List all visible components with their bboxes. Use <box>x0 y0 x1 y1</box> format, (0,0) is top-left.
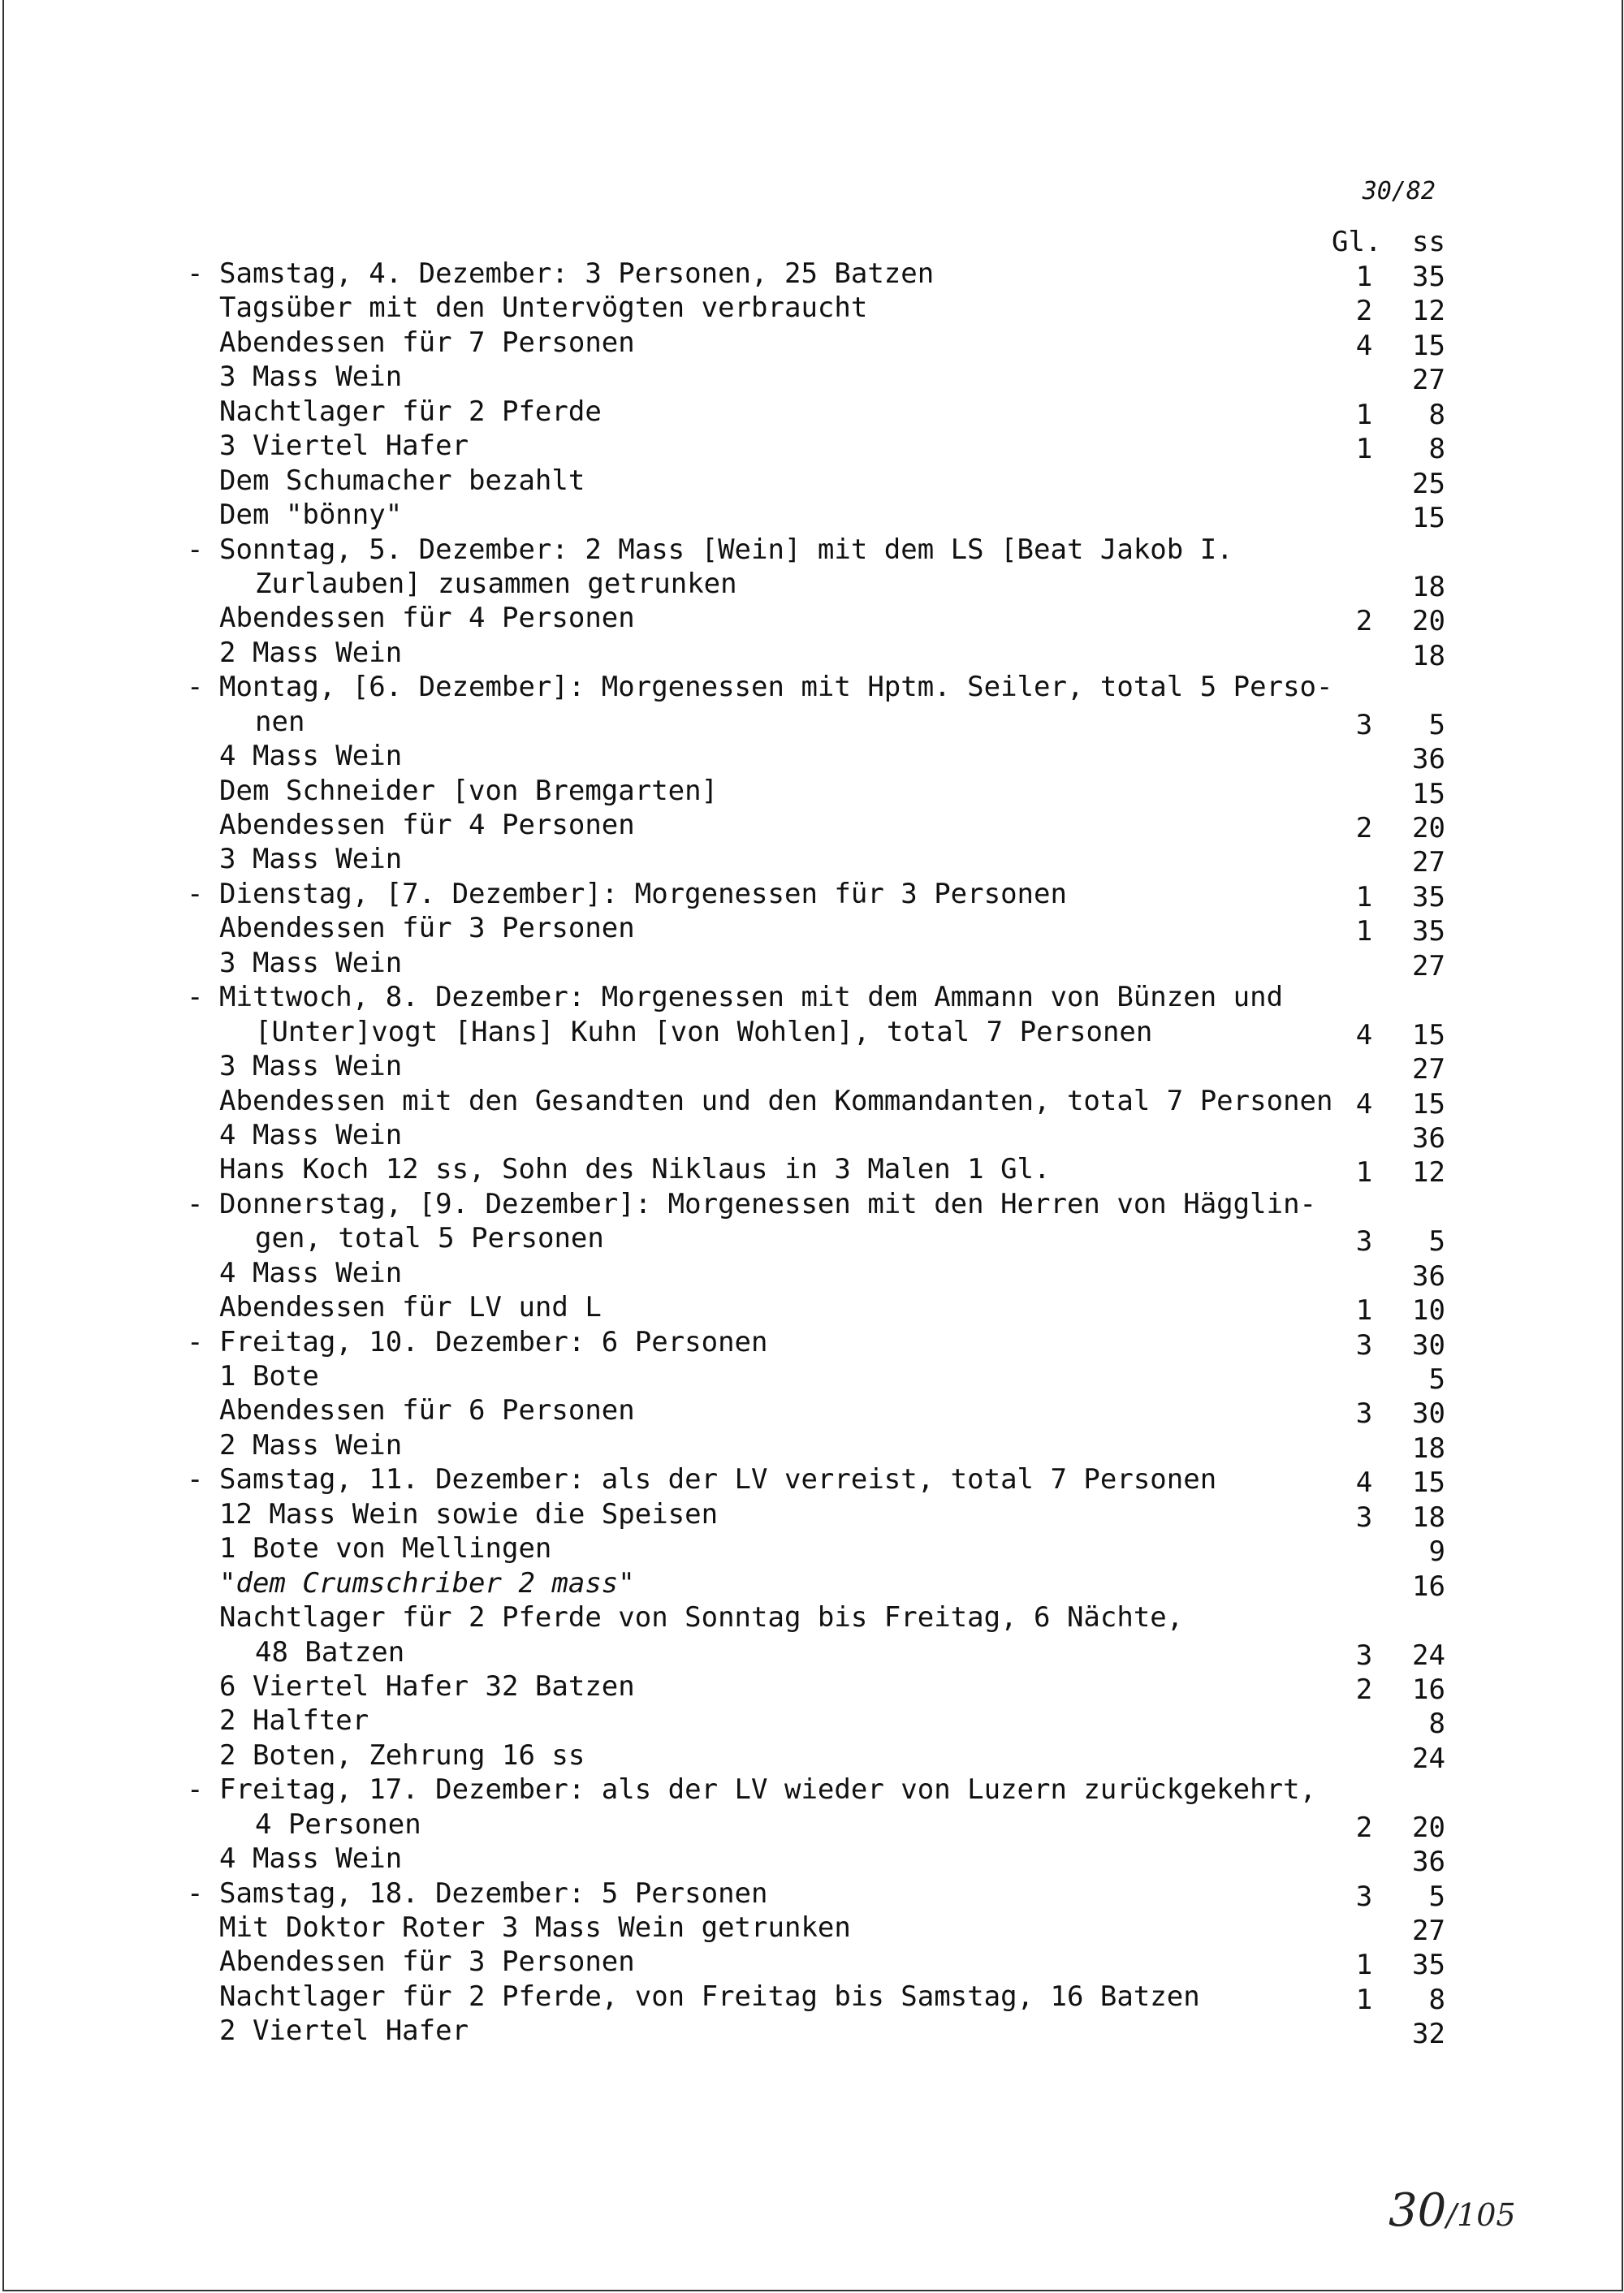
entry-schilling: 35 <box>1412 1949 1445 1982</box>
ledger-row <box>187 1256 1453 1293</box>
ledger-row <box>187 911 1453 948</box>
ledger-row <box>187 1393 1453 1431</box>
ledger-row <box>187 1325 1453 1362</box>
ledger-row <box>187 498 1453 535</box>
entry-schilling: 32 <box>1412 2018 1445 2051</box>
ledger-row <box>187 395 1453 429</box>
entry-description: Dienstag, [7. Dezember]: Morgenessen für 3 Personen <box>219 877 1067 910</box>
ledger-row <box>187 1911 1453 1945</box>
entry-schilling: 25 <box>1412 467 1445 500</box>
entry-gulden: 2 <box>1355 1811 1373 1844</box>
ledger-row <box>187 1015 1453 1049</box>
entry-schilling: 27 <box>1412 1053 1445 1086</box>
entry-gulden: 4 <box>1355 329 1373 362</box>
entry-dash: - <box>187 1325 204 1358</box>
entry-description: 2 Mass Wein <box>219 636 403 669</box>
ledger-row <box>187 1084 1453 1121</box>
entry-schilling: 20 <box>1412 1811 1445 1844</box>
entry-schilling: 5 <box>1428 1363 1445 1396</box>
entry-dash: - <box>187 1876 204 1910</box>
entry-schilling: 15 <box>1412 1466 1445 1500</box>
entry-schilling: 36 <box>1412 1259 1445 1293</box>
ledger-row <box>187 877 1453 911</box>
entry-dash: - <box>187 257 204 290</box>
entry-schilling: 18 <box>1412 1501 1445 1534</box>
ledger-row <box>187 1118 1453 1155</box>
entry-schilling: 9 <box>1428 1535 1445 1569</box>
ledger-row <box>187 1497 1453 1534</box>
entry-schilling: 15 <box>1412 502 1445 535</box>
ledger-row <box>187 567 1453 601</box>
entry-schilling: 27 <box>1412 1915 1445 1947</box>
entry-schilling: 27 <box>1412 846 1445 879</box>
ledger-row <box>187 1221 1453 1259</box>
entry-description: 1 Bote <box>219 1360 319 1393</box>
entry-dash: - <box>187 1773 204 1807</box>
entry-description: Freitag, 17. Dezember: als der LV wieder von Luzern zurückgekehrt, <box>219 1773 1317 1807</box>
ledger-row <box>187 670 1453 704</box>
entry-gulden: 3 <box>1355 1501 1373 1534</box>
entry-description: Dem Schumacher bezahlt <box>219 464 585 497</box>
entry-description: Sonntag, 5. Dezember: 2 Mass [Wein] mit dem LS [Beat Jakob I. <box>219 533 1233 566</box>
entry-description: Samstag, 4. Dezember: 3 Personen, 25 Batzen <box>219 257 935 290</box>
gulden-column-header: Gl. <box>1332 226 1382 258</box>
entry-schilling: 15 <box>1412 1087 1445 1121</box>
entry-schilling: 15 <box>1412 329 1445 362</box>
entry-schilling: 12 <box>1412 295 1445 328</box>
entry-gulden: 3 <box>1355 1328 1373 1362</box>
entry-gulden: 2 <box>1355 295 1373 328</box>
ledger-row <box>187 326 1453 360</box>
entry-gulden: 3 <box>1355 1639 1373 1672</box>
entry-schilling: 20 <box>1412 605 1445 638</box>
entry-description: Samstag, 18. Dezember: 5 Personen <box>219 1876 768 1910</box>
entry-description: nen <box>255 705 305 738</box>
entry-dash: - <box>187 1187 204 1220</box>
entry-schilling: 36 <box>1412 743 1445 776</box>
entry-dash: - <box>187 671 204 704</box>
ledger-row <box>187 1945 1453 1982</box>
entry-schilling: 5 <box>1428 1880 1445 1913</box>
ledger-row <box>187 739 1453 776</box>
ledger-row <box>187 464 1453 498</box>
entry-description: 4 Personen <box>255 1807 421 1841</box>
ledger-row <box>187 1428 1453 1465</box>
ledger-row <box>187 1842 1453 1879</box>
entry-gulden: 3 <box>1355 708 1373 741</box>
entry-description: Nachtlager für 2 Pferde von Sonntag bis Freitag, 6 Nächte, <box>219 1601 1184 1634</box>
entry-gulden: 1 <box>1355 1156 1373 1190</box>
entry-description: Abendessen für LV und L <box>219 1291 602 1324</box>
entry-description: Mit Doktor Roter 3 Mass Wein getrunken <box>219 1911 851 1944</box>
entry-description: 2 Halfter <box>219 1704 369 1738</box>
entry-description: Dem Schneider [von Bremgarten] <box>219 774 719 807</box>
entry-schilling: 27 <box>1412 949 1445 982</box>
entry-schilling: 18 <box>1412 570 1445 603</box>
entry-description: gen, total 5 Personen <box>255 1222 604 1255</box>
entry-gulden: 1 <box>1355 1294 1373 1328</box>
ledger-row <box>187 1704 1453 1741</box>
entry-dash: - <box>187 981 204 1014</box>
entry-schilling: 8 <box>1428 433 1445 466</box>
handwritten-folio-number: 30/105 <box>1389 2184 1516 2237</box>
entry-description: [Unter]vogt [Hans] Kuhn [von Wohlen], total 7 Personen <box>255 1015 1153 1048</box>
ledger-row <box>187 2014 1453 2051</box>
entry-description: 6 Viertel Hafer 32 Batzen <box>219 1669 635 1703</box>
ledger-row <box>187 705 1453 739</box>
entry-schilling: 35 <box>1412 880 1445 913</box>
entry-description: Tagsüber mit den Untervögten verbraucht <box>219 291 868 325</box>
entry-gulden: 1 <box>1355 1983 1373 2016</box>
entry-schilling: 8 <box>1428 1708 1445 1741</box>
ledger-row <box>187 774 1453 808</box>
entry-description: Dem "bönny" <box>219 499 403 532</box>
ledger-row <box>187 601 1453 638</box>
ledger-row <box>187 1807 1453 1842</box>
ledger-row <box>187 533 1453 567</box>
ledger-row <box>187 291 1453 328</box>
entry-gulden: 2 <box>1355 1673 1373 1706</box>
ledger-row <box>187 1635 1453 1672</box>
entry-description: Abendessen für 3 Personen <box>219 1945 635 1979</box>
entry-gulden: 3 <box>1355 1397 1373 1431</box>
entry-schilling: 30 <box>1412 1328 1445 1362</box>
entry-schilling: 18 <box>1412 1432 1445 1465</box>
entry-description: 4 Mass Wein <box>219 1118 403 1151</box>
ledger-row <box>187 808 1453 842</box>
entry-description: Abendessen für 4 Personen <box>219 809 635 841</box>
ledger-row <box>187 1152 1453 1190</box>
entry-schilling: 30 <box>1412 1397 1445 1431</box>
entry-description: 3 Mass Wein <box>219 1050 403 1083</box>
entry-description: Abendessen für 7 Personen <box>219 326 635 359</box>
entry-description: Hans Koch 12 ss, Sohn des Niklaus in 3 Malen 1 Gl. <box>219 1153 1051 1186</box>
ledger-row <box>187 1600 1453 1634</box>
entry-description: 2 Mass Wein <box>219 1428 403 1462</box>
ledger-row <box>187 842 1453 879</box>
entry-schilling: 5 <box>1428 708 1445 741</box>
entry-description: 1 Bote von Mellingen <box>219 1532 552 1565</box>
entry-schilling: 16 <box>1412 1673 1445 1706</box>
ledger-row <box>187 1462 1453 1500</box>
ledger-row <box>187 1187 1453 1221</box>
ledger-row <box>187 1773 1453 1807</box>
entry-description: Mittwoch, 8. Dezember: Morgenessen mit dem Ammann von Bünzen und <box>219 981 1284 1014</box>
entry-schilling: 35 <box>1412 261 1445 293</box>
ledger-row <box>187 1738 1453 1773</box>
ledger-row <box>187 1669 1453 1704</box>
entry-description: "dem Crumschriber 2 mass" <box>219 1566 635 1600</box>
entry-schilling: 5 <box>1428 1225 1445 1259</box>
entry-gulden: 2 <box>1355 812 1373 844</box>
entry-description: Freitag, 10. Dezember: 6 Personen <box>219 1325 768 1358</box>
entry-dash: - <box>187 1463 204 1496</box>
entry-description: Zurlauben] zusammen getrunken <box>255 567 737 600</box>
entry-schilling: 20 <box>1412 812 1445 844</box>
entry-schilling: 8 <box>1428 398 1445 431</box>
entry-schilling: 15 <box>1412 777 1445 810</box>
entry-description: Donnerstag, [9. Dezember]: Morgenessen mit den Herren von Hägglin- <box>219 1187 1317 1220</box>
entry-description: 3 Mass Wein <box>219 946 403 979</box>
entry-description: Montag, [6. Dezember]: Morgenessen mit Hptm. Seiler, total 5 Perso- <box>219 671 1333 704</box>
entry-gulden: 1 <box>1355 398 1373 431</box>
ledger-entries <box>187 257 1453 2049</box>
entry-gulden: 1 <box>1355 915 1373 948</box>
entry-schilling: 24 <box>1412 1639 1445 1672</box>
entry-description: 48 Batzen <box>255 1635 405 1669</box>
ledger-row <box>187 946 1453 980</box>
entry-description: 4 Mass Wein <box>219 740 403 773</box>
entry-gulden: 1 <box>1355 1949 1373 1982</box>
ledger-row <box>187 1531 1453 1569</box>
entry-dash: - <box>187 877 204 910</box>
schilling-column-header: ss <box>1412 226 1445 258</box>
entry-gulden: 1 <box>1355 261 1373 293</box>
entry-description: Abendessen für 6 Personen <box>219 1394 635 1427</box>
entry-description: Nachtlager für 2 Pferde <box>219 395 602 428</box>
entry-schilling: 24 <box>1412 1742 1445 1775</box>
ledger-row <box>187 1290 1453 1328</box>
ledger-row <box>187 257 1453 291</box>
entry-schilling: 16 <box>1412 1570 1445 1603</box>
entry-schilling: 12 <box>1412 1156 1445 1190</box>
page-reference: 30/82 <box>1362 177 1436 205</box>
entry-description: Nachtlager für 2 Pferde, von Freitag bis Samstag, 16 Batzen <box>219 1980 1200 2013</box>
ledger-row <box>187 429 1453 466</box>
entry-gulden: 1 <box>1355 433 1373 466</box>
entry-description: 4 Mass Wein <box>219 1256 403 1289</box>
entry-gulden: 3 <box>1355 1880 1373 1913</box>
entry-schilling: 27 <box>1412 364 1445 397</box>
entry-gulden: 3 <box>1355 1225 1373 1259</box>
entry-description: Abendessen für 3 Personen <box>219 912 635 945</box>
entry-dash: - <box>187 533 204 566</box>
entry-description: 2 Boten, Zehrung 16 ss <box>219 1738 585 1772</box>
entry-schilling: 36 <box>1412 1846 1445 1879</box>
ledger-row <box>187 1359 1453 1396</box>
entry-description: Abendessen für 4 Personen <box>219 602 635 635</box>
ledger-row <box>187 980 1453 1014</box>
column-headers <box>1332 226 1445 260</box>
ledger-row <box>187 1566 1453 1603</box>
entry-description: 3 Mass Wein <box>219 843 403 876</box>
entry-schilling: 36 <box>1412 1121 1445 1155</box>
entry-description: 3 Viertel Hafer <box>219 430 469 463</box>
entry-schilling: 18 <box>1412 639 1445 672</box>
entry-schilling: 8 <box>1428 1983 1445 2016</box>
ledger-row <box>187 1049 1453 1086</box>
entry-schilling: 15 <box>1412 1018 1445 1051</box>
entry-description: 3 Mass Wein <box>219 361 403 394</box>
ledger-row <box>187 1980 1453 2014</box>
ledger-row <box>187 636 1453 670</box>
entry-schilling: 10 <box>1412 1294 1445 1328</box>
entry-gulden: 4 <box>1355 1087 1373 1121</box>
entry-schilling: 35 <box>1412 915 1445 948</box>
entry-description: 4 Mass Wein <box>219 1842 403 1876</box>
entry-description: 2 Viertel Hafer <box>219 2014 469 2048</box>
entry-gulden: 1 <box>1355 880 1373 913</box>
ledger-row <box>187 360 1453 397</box>
entry-gulden: 4 <box>1355 1466 1373 1500</box>
entry-gulden: 2 <box>1355 605 1373 638</box>
entry-description: 12 Mass Wein sowie die Speisen <box>219 1497 719 1531</box>
entry-gulden: 4 <box>1355 1018 1373 1051</box>
ledger-row <box>187 1876 1453 1911</box>
entry-description: Samstag, 11. Dezember: als der LV verreist, total 7 Personen <box>219 1463 1217 1496</box>
entry-description: Abendessen mit den Gesandten und den Kommandanten, total 7 Personen <box>219 1084 1333 1117</box>
